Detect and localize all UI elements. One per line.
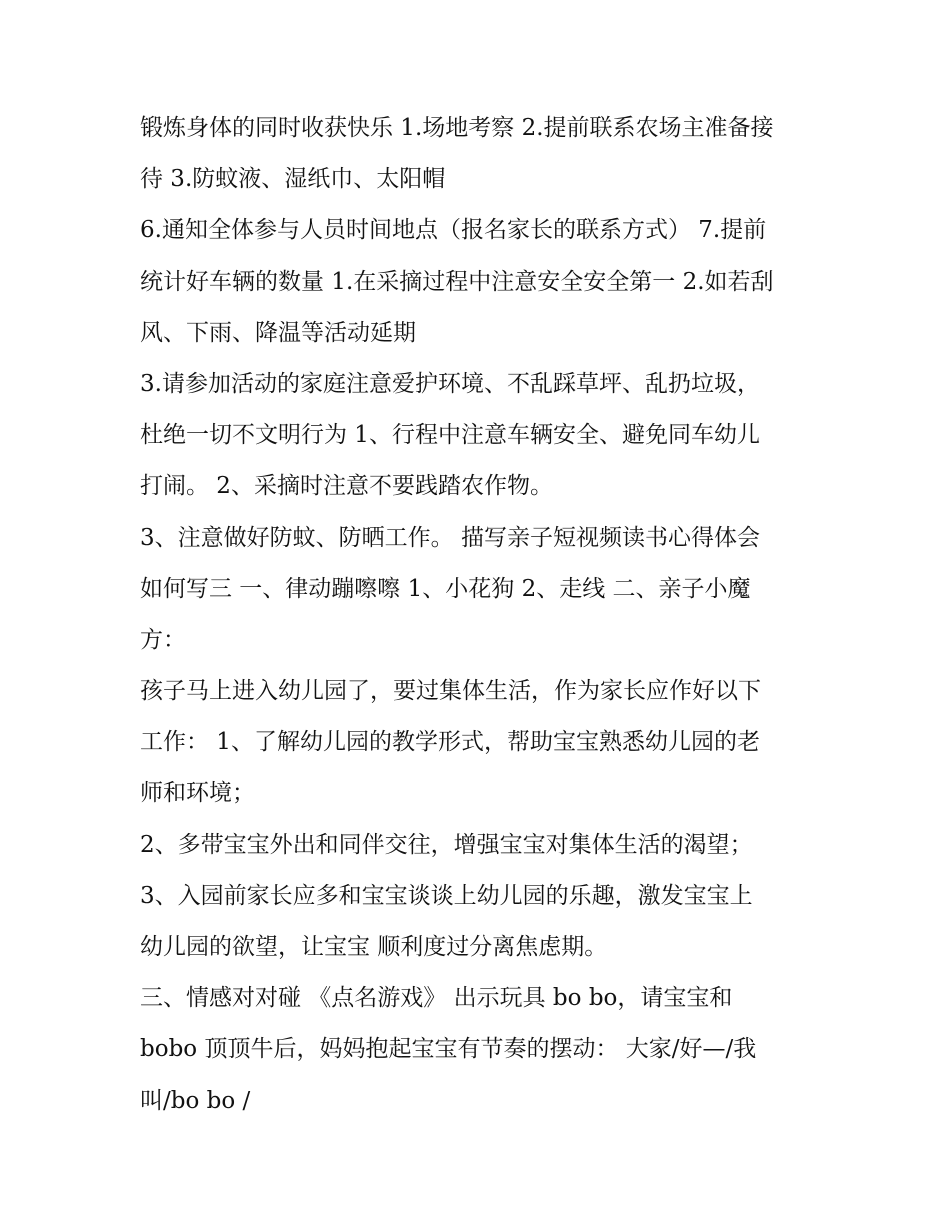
text-line: 叫/bo bo /: [140, 1087, 251, 1114]
text-line: 打闹。 2、采摘时注意不要践踏农作物。: [140, 473, 553, 500]
text-line: 锻炼身体的同时收获快乐 1.场地考察 2.提前联系农场主准备接: [140, 115, 774, 141]
text-line: 杜绝一切不文明行为 1、行程中注意车辆安全、避免同车幼儿: [140, 422, 760, 449]
text-line: 2、多带宝宝外出和同伴交往，增强宝宝对集体生活的渴望；: [140, 831, 753, 858]
text-line: 3、注意做好防蚊、防晒工作。 描写亲子短视频读书心得体会: [140, 524, 760, 551]
text-line: 如何写三 一、律动蹦嚓嚓 1、小花狗 2、走线 二、亲子小魔: [140, 575, 751, 602]
text-line: 幼儿园的欲望，让宝宝 顺利度过分离焦虑期。: [140, 934, 608, 960]
text-line: 3、入园前家长应多和宝宝谈谈上幼儿园的乐趣，激发宝宝上: [140, 882, 753, 909]
text-line: 3.请参加活动的家庭注意爱护环境、不乱踩草坪、乱扔垃圾，: [140, 370, 760, 397]
text-line: 6.通知全体参与人员时间地点（报名家长的联系方式） 7.提前: [140, 217, 767, 244]
text-line: 统计好车辆的数量 1.在采摘过程中注意安全安全第一 2.如若刮: [140, 268, 774, 295]
document-body: [140, 103, 820, 1127]
text-line: 方：: [140, 626, 186, 653]
text-line: 待 3.防蚊液、湿纸巾、太阳帽: [140, 166, 446, 193]
text-line: 师和环境；: [140, 780, 255, 807]
text-line: bobo 顶顶牛后，妈妈抱起宝宝有节奏的摆动： 大家/好—/我: [140, 1036, 757, 1063]
text-line: 工作： 1、了解幼儿园的教学形式，帮助宝宝熟悉幼儿园的老: [140, 729, 760, 756]
text-line: 三、情感对对碰 《点名游戏》 出示玩具 bo bo，请宝宝和: [140, 985, 733, 1012]
text-line: 孩子马上进入幼儿园了，要过集体生活，作为家长应作好以下: [140, 678, 761, 705]
text-line: 风、下雨、降温等活动延期: [140, 319, 416, 346]
